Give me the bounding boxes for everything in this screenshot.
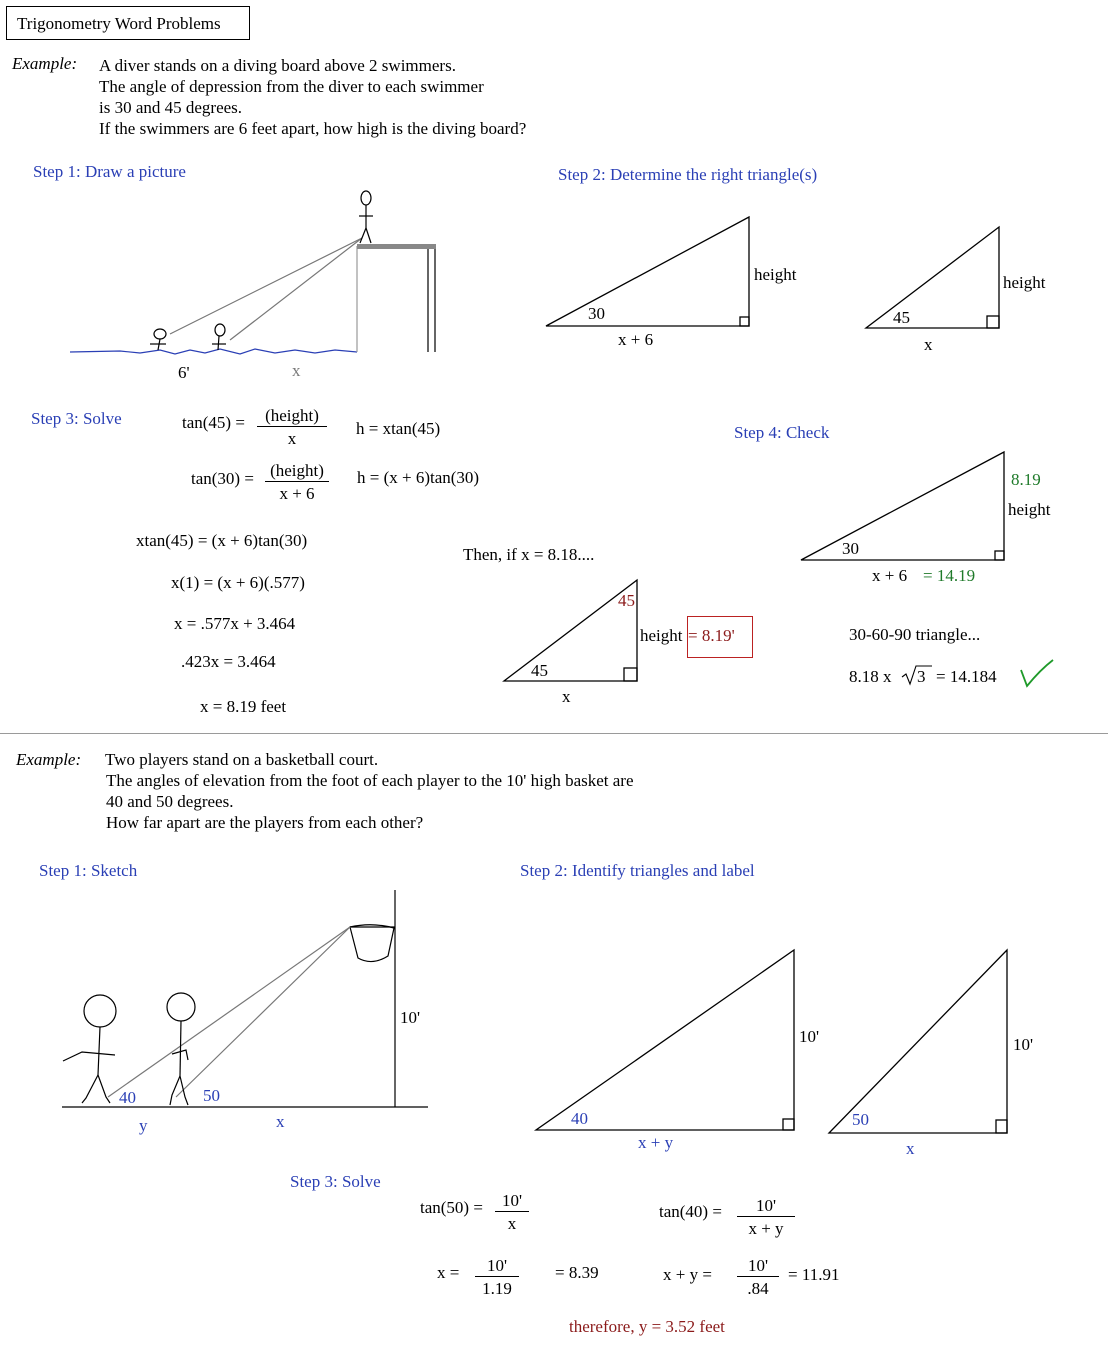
ex2-tri1-side: 10': [799, 1027, 820, 1046]
eqA-denominator: x: [507, 1214, 517, 1233]
example1-label: Example:: [12, 54, 78, 73]
example2-line: 40 and 50 degrees.: [106, 792, 234, 811]
work-line: xtan(45) = (x + 6)tan(30): [136, 531, 308, 550]
check-line2-b: 3: [917, 667, 926, 686]
ex2-step3-heading: Step 3: Solve: [290, 1172, 381, 1191]
example2-line: The angles of elevation from the foot of each player to the 10' high basket are: [106, 771, 634, 790]
eqC-lhs: x =: [437, 1263, 460, 1282]
tri4-base: x + 6: [872, 566, 908, 585]
eqC-rhs: = 8.39: [555, 1263, 599, 1282]
check-line1: 30-60-90 triangle...: [849, 625, 981, 644]
eqC-denominator: 1.19: [482, 1279, 512, 1298]
eqD-numerator: 10': [737, 1257, 779, 1277]
diver-leg: [360, 228, 366, 243]
tri3-base: x: [562, 687, 571, 706]
tri1-base: x + 6: [618, 330, 654, 349]
player1-head: [84, 995, 116, 1027]
tri3-side-value: = 8.19': [688, 626, 735, 645]
swimmer2-body: [218, 336, 219, 350]
eq1-rhs: h = xtan(45): [356, 419, 441, 438]
tri4-side-value: 8.19: [1011, 470, 1041, 489]
eqC-numerator: 10': [475, 1257, 519, 1277]
eq2-denominator: x + 6: [279, 484, 315, 503]
water-line: [70, 349, 357, 354]
example2-line: How far apart are the players from each other?: [106, 813, 424, 832]
ex2-triangle-40: [536, 950, 794, 1130]
tri3-angle-top: 45: [618, 591, 635, 610]
ex1-step2-heading: Step 2: Determine the right triangle(s): [558, 165, 818, 184]
eqA-lhs: tan(50) =: [420, 1198, 483, 1217]
sketch-x: x: [276, 1112, 285, 1131]
check-line2-c: = 14.184: [936, 667, 997, 686]
ex1-triangle-30: [546, 217, 749, 326]
ex1-step3-heading: Step 3: Solve: [31, 409, 122, 428]
page-title: Trigonometry Word Problems: [17, 14, 221, 33]
eqB-numerator: 10': [737, 1197, 795, 1217]
tri1-side: height: [754, 265, 797, 284]
tri4-base-value: = 14.19: [923, 566, 976, 585]
sketch-label-six: 6': [178, 363, 190, 382]
eq1-lhs: tan(45) =: [182, 413, 245, 432]
final-result: therefore, y = 3.52 feet: [569, 1317, 725, 1336]
player1-leg: [82, 1075, 98, 1103]
example2-line: Two players stand on a basketball court.: [105, 750, 379, 769]
eqD-fraction: [737, 1257, 779, 1297]
ex2-tri1-base: x + y: [638, 1133, 674, 1152]
work-line: x = 8.19 feet: [200, 697, 287, 716]
player2-leg: [180, 1076, 188, 1105]
eq2-numerator: (height): [265, 462, 329, 482]
tri2-angle: 45: [893, 308, 910, 327]
eq1-fraction: [257, 407, 327, 447]
ex2-step2-heading: Step 2: Identify triangles and label: [520, 861, 755, 880]
eqB-fraction: [737, 1197, 795, 1237]
example2-label: Example:: [16, 750, 82, 769]
eq2-lhs: tan(30) =: [191, 469, 254, 488]
player1-body: [98, 1027, 100, 1075]
sketch-ten: 10': [400, 1008, 421, 1027]
example1-line: The angle of depression from the diver to each swimmer: [99, 77, 484, 96]
ex1-triangle-45: [866, 227, 999, 328]
example1-line: If the swimmers are 6 feet apart, how high is the diving board?: [99, 119, 527, 138]
basket-net: [350, 925, 394, 962]
sketch-angle-50: 50: [203, 1086, 220, 1105]
example1-line: is 30 and 45 degrees.: [99, 98, 243, 117]
ex1-step4-heading: Step 4: Check: [734, 423, 830, 442]
ex2-tri2-base: x: [906, 1139, 915, 1158]
tri4-angle: 30: [842, 539, 859, 558]
eqA-numerator: 10': [495, 1192, 529, 1212]
example1-line: A diver stands on a diving board above 2 swimmers.: [99, 56, 456, 75]
player2-head: [167, 993, 195, 1021]
eq1-denominator: x: [287, 429, 297, 448]
tri3-angle-bottom: 45: [531, 661, 548, 680]
player2-body: [180, 1021, 181, 1076]
tri2-side: height: [1003, 273, 1046, 292]
check-line2-a: 8.18 x: [849, 667, 892, 686]
eqC-fraction: [475, 1257, 519, 1297]
tri4-side: height: [1008, 500, 1051, 519]
eq1-numerator: (height): [257, 407, 327, 427]
basketball-sketch: [62, 890, 428, 1107]
ex2-tri2-angle: 50: [852, 1110, 869, 1129]
sketch-y: y: [139, 1116, 148, 1135]
diver-leg: [366, 228, 371, 243]
ex2-tri1-angle: 40: [571, 1109, 588, 1128]
swimmer1-head: [154, 329, 166, 339]
eqD-lhs: x + y =: [663, 1265, 712, 1284]
eqD-rhs: = 11.91: [788, 1265, 840, 1284]
diver-head: [361, 191, 371, 205]
work-line: x = .577x + 3.464: [174, 614, 296, 633]
tri2-base: x: [924, 335, 933, 354]
ex2-step1-heading: Step 1: Sketch: [39, 861, 138, 880]
tri1-angle: 30: [588, 304, 605, 323]
eqA-fraction: [495, 1192, 529, 1232]
elevation-line-50: [176, 927, 350, 1097]
player1-arms: [63, 1052, 115, 1061]
ex2-triangle-50: [829, 950, 1007, 1133]
player1-leg: [98, 1075, 110, 1103]
check-mark-icon: [1021, 660, 1053, 686]
sight-line-30: [170, 238, 362, 334]
eqB-lhs: tan(40) =: [659, 1202, 722, 1221]
sight-line-45: [230, 238, 362, 340]
tri3-side: height: [640, 626, 683, 645]
swimmer2-head: [215, 324, 225, 336]
diver-sketch: [70, 191, 436, 354]
eqB-denominator: x + y: [748, 1219, 784, 1238]
work-line: x(1) = (x + 6)(.577): [171, 573, 305, 592]
work-line: .423x = 3.464: [181, 652, 276, 671]
section-divider: [0, 733, 1108, 734]
sketch-label-x: x: [292, 361, 301, 380]
eqD-denominator: .84: [747, 1279, 769, 1298]
sketch-angle-40: 40: [119, 1088, 136, 1107]
diving-board: [357, 244, 436, 249]
ex1-step1-heading: Step 1: Draw a picture: [33, 162, 186, 181]
ex2-tri2-side: 10': [1013, 1035, 1034, 1054]
then-line: Then, if x = 8.18....: [463, 545, 595, 564]
eq2-fraction: [265, 462, 329, 502]
ex1-check-triangle-30: [801, 452, 1004, 560]
elevation-line-40: [108, 927, 350, 1097]
eq2-rhs: h = (x + 6)tan(30): [357, 468, 480, 487]
player2-leg: [170, 1076, 180, 1105]
